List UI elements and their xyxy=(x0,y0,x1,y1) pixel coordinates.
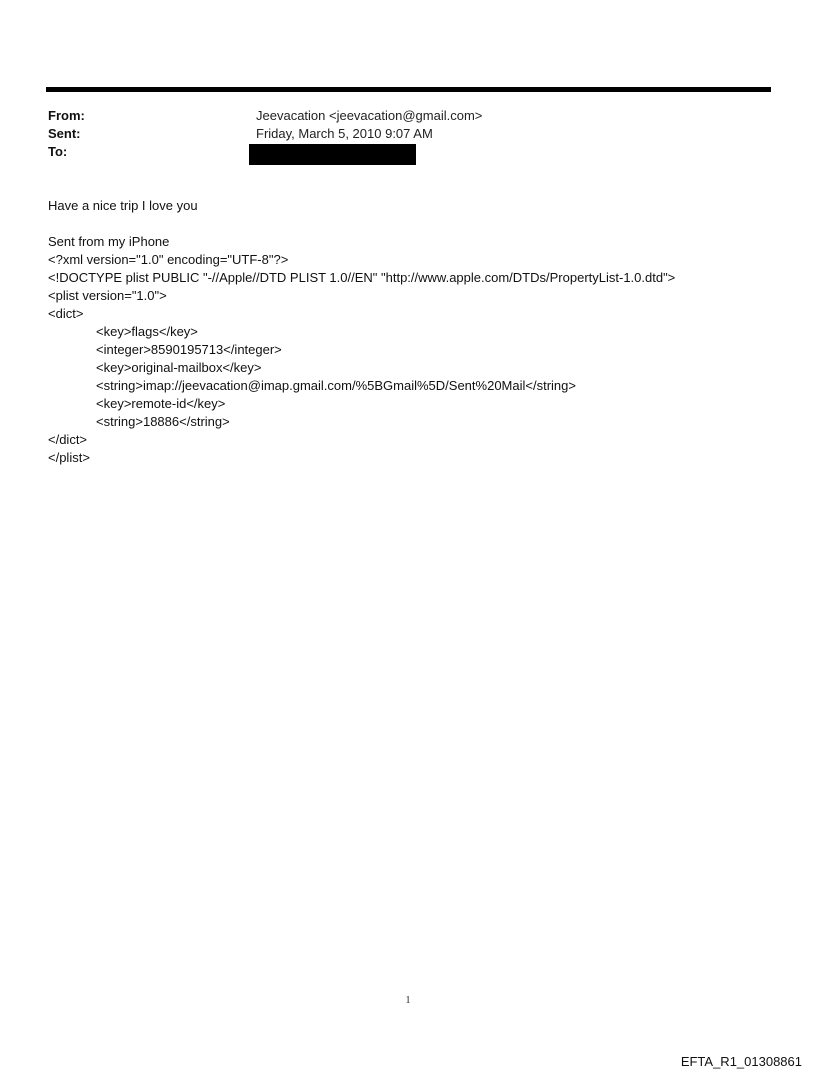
plist-open-line: <plist version="1.0"> xyxy=(48,288,167,303)
dict-line: <key>original-mailbox</key> xyxy=(96,360,262,375)
dict-open-line: <dict> xyxy=(48,306,84,321)
dict-line: <key>remote-id</key> xyxy=(96,396,226,411)
page-number: 1 xyxy=(405,995,411,1006)
from-label: From: xyxy=(48,108,85,123)
xml-declaration-line: <?xml version="1.0" encoding="UTF-8"?> xyxy=(48,252,289,267)
redaction-block xyxy=(249,144,416,165)
document-id: EFTA_R1_01308861 xyxy=(680,1054,802,1069)
from-value: Jeevacation <jeevacation@gmail.com> xyxy=(256,108,483,123)
doctype-line: <!DOCTYPE plist PUBLIC "-//Apple//DTD PLIST 1.0//EN" "http://www.apple.com/DTDs/PropertyList-1.0.dtd"> xyxy=(48,270,676,285)
dict-line: <integer>8590195713</integer> xyxy=(96,342,282,357)
signature-line: Sent from my iPhone xyxy=(48,234,170,249)
dict-line: <key>flags</key> xyxy=(96,324,198,339)
to-label: To: xyxy=(48,144,68,159)
dict-line: <string>imap://jeevacation@imap.gmail.com/%5BGmail%5D/Sent%20Mail</string> xyxy=(96,378,576,393)
plist-close-line: </plist> xyxy=(48,450,90,465)
sent-value: Friday, March 5, 2010 9:07 AM xyxy=(256,126,433,141)
dict-line: <string>18886</string> xyxy=(96,414,230,429)
greeting-line: Have a nice trip I love you xyxy=(48,198,198,213)
sent-label: Sent: xyxy=(48,126,81,141)
header-divider xyxy=(46,87,771,92)
dict-close-line: </dict> xyxy=(48,432,88,447)
